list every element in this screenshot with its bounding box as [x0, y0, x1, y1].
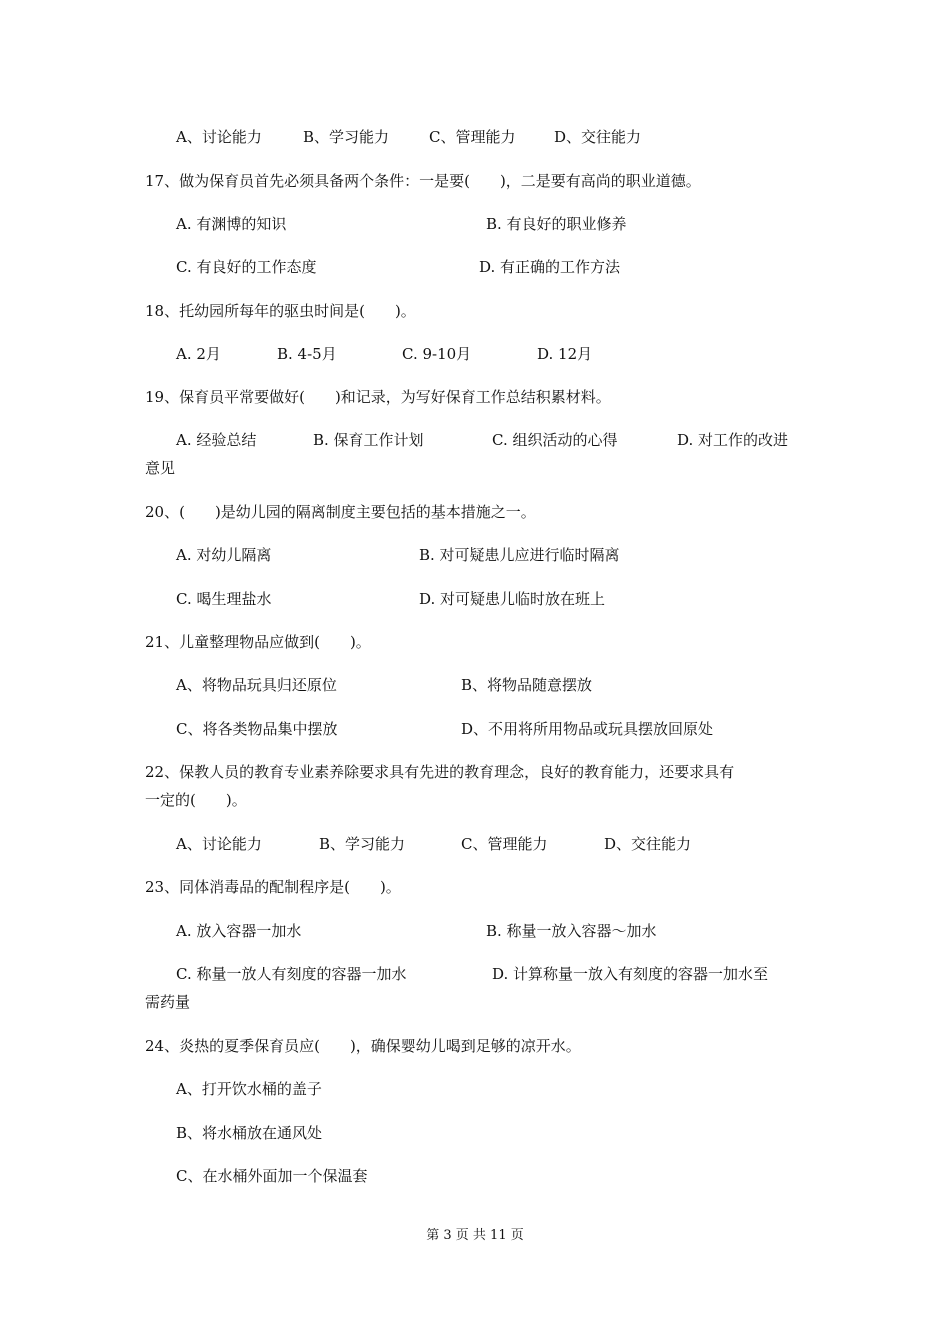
q24-option-a: A、打开饮水桶的盖子 — [176, 1080, 322, 1098]
q22-option-d: D、交往能力 — [604, 835, 692, 853]
q24-option-b: B、将水桶放在通风处 — [176, 1124, 323, 1142]
q23-option-d-wrap: 需药量 — [145, 993, 191, 1011]
q20-option-c: C. 喝生理盐水 — [176, 590, 272, 608]
q19-option-a: A. 经验总结 — [176, 431, 257, 449]
question-24: 24、炎热的夏季保育员应( )，确保婴幼儿喝到足够的凉开水。 — [145, 1037, 581, 1055]
q20-option-d: D. 对可疑患儿临时放在班上 — [419, 590, 606, 608]
q23-option-d: D. 计算称量一放入有刻度的容器一加水至 — [492, 965, 769, 983]
q21-option-d: D、不用将所用物品或玩具摆放回原处 — [461, 720, 714, 738]
q22-option-b: B、学习能力 — [319, 835, 406, 853]
q17-option-c: C. 有良好的工作态度 — [176, 258, 317, 276]
question-20: 20、( )是幼儿园的隔离制度主要包括的基本措施之一。 — [145, 503, 536, 521]
q21-option-c: C、将各类物品集中摆放 — [176, 720, 338, 738]
q16-option-a: A、讨论能力 — [176, 128, 262, 146]
q22-option-c: C、管理能力 — [461, 835, 548, 853]
question-23: 23、同体消毒品的配制程序是( )。 — [145, 878, 401, 896]
q16-option-d: D、交往能力 — [554, 128, 642, 146]
q21-option-b: B、将物品随意摆放 — [461, 676, 593, 694]
q20-option-a: A. 对幼儿隔离 — [176, 546, 272, 564]
q22-option-a: A、讨论能力 — [176, 835, 262, 853]
q17-option-a: A. 有渊博的知识 — [176, 215, 287, 233]
q18-option-c: C. 9-10月 — [402, 345, 472, 363]
question-18: 18、托幼园所每年的驱虫时间是( )。 — [145, 302, 416, 320]
q16-option-c: C、管理能力 — [429, 128, 516, 146]
q17-option-b: B. 有良好的职业修养 — [486, 215, 627, 233]
q18-option-b: B. 4-5月 — [277, 345, 337, 363]
q19-option-c: C. 组织活动的心得 — [492, 431, 618, 449]
q24-option-c: C、在水桶外面加一个保温套 — [176, 1167, 368, 1185]
q19-option-d-wrap: 意见 — [145, 459, 176, 477]
q17-option-d: D. 有正确的工作方法 — [479, 258, 621, 276]
q23-option-b: B. 称量一放入容器～加水 — [486, 922, 657, 940]
question-17: 17、做为保育员首先必须具备两个条件：一是要( )，二是要有高尚的职业道德。 — [145, 172, 701, 190]
question-22-wrap: 一定的( )。 — [145, 791, 247, 809]
q16-option-b: B、学习能力 — [303, 128, 390, 146]
q20-option-b: B. 对可疑患儿应进行临时隔离 — [419, 546, 620, 564]
q19-option-d: D. 对工作的改进 — [677, 431, 789, 449]
q21-option-a: A、将物品玩具归还原位 — [176, 676, 337, 694]
q23-option-c: C. 称量一放人有刻度的容器一加水 — [176, 965, 407, 983]
q18-option-d: D. 12月 — [537, 345, 593, 363]
q23-option-a: A. 放入容器一加水 — [176, 922, 302, 940]
question-19: 19、保育员平常要做好( )和记录，为写好保育工作总结积累材料。 — [145, 388, 611, 406]
question-21: 21、儿童整理物品应做到( )。 — [145, 633, 371, 651]
page-footer: 第 3 页 共 11 页 — [426, 1228, 524, 1243]
q18-option-a: A. 2月 — [176, 345, 221, 363]
q19-option-b: B. 保育工作计划 — [313, 431, 424, 449]
question-22: 22、保教人员的教育专业素养除要求具有先进的教育理念，良好的教育能力，还要求具有 — [145, 763, 735, 781]
